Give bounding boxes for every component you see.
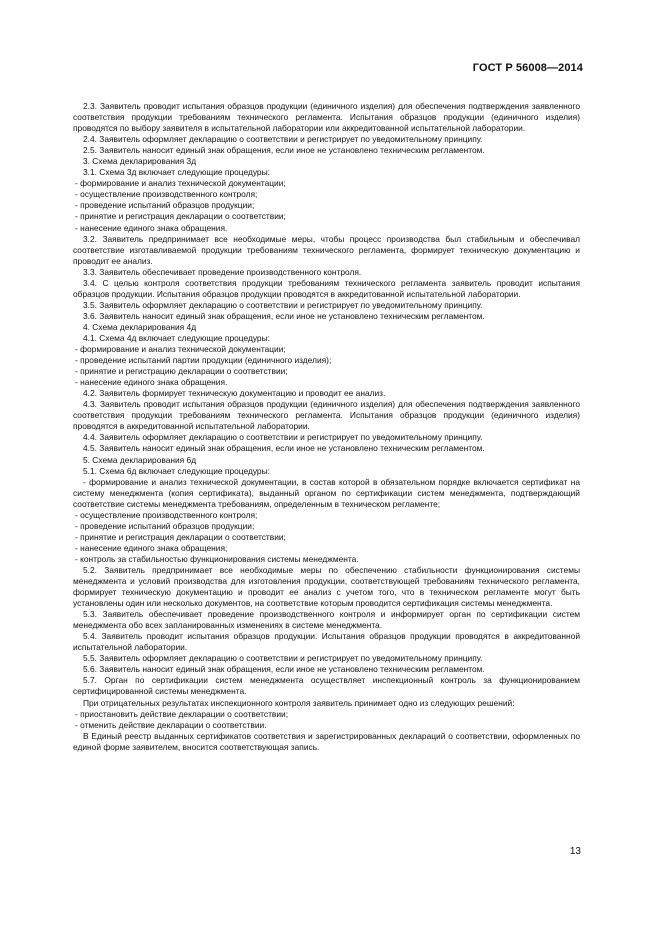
list-item: - принятие и регистрацию декларации о соответствии; — [75, 366, 288, 377]
paragraph: 3.2. Заявитель предпринимает все необходимые меры, чтобы процесс производства был стабильным и обеспечивал соответствие изготавливаемой продукции требованиям технического регламента, формирует техническую документацию и проводит ее анализ. — [73, 233, 580, 266]
list-item: - принятие и регистрация декларации о соответствии; — [75, 531, 286, 542]
paragraph: 3.6. Заявитель наносит единый знак обращения, если иное не установлено техническим регламентом. — [83, 310, 485, 321]
paragraph: 5.3. Заявитель обеспечивает проведение производственного контроля и информирует орган по сертификации систем менеджмента обо всех запланированных изменениях в системе менеджмента. — [73, 609, 580, 631]
paragraph: - формирование и анализ технической документации, в состав которой в обязательном порядке включается сертификат на систему менеджмента (копия сертификата), выданный органом по сертификации систем менеджмента, подтверждающий соответствие системы менеджмента требованиям, определенным в техническом регламенте; — [73, 476, 580, 509]
paragraph: В Единый реестр выданных сертификатов соответствия и зарегистрированных деклараций о соответствии, оформленных по единой форме заявителем, вносится соответствующая запись. — [73, 730, 580, 752]
list-item: - проведение испытаний образцов продукции; — [75, 200, 255, 211]
paragraph: 4.3. Заявитель проводит испытания образцов продукции (единичного изделия) для обеспечения подтверждения заявленного соответствия продукции требованиям технического регламента. Испытания образцов продукции (единичного изделия) проводятся в аккредитованной испытательной лаборатории. — [73, 399, 580, 432]
paragraph: 3.3. Заявитель обеспечивает проведение производственного контроля. — [83, 266, 362, 277]
paragraph: 5.7. Орган по сертификации систем менеджмента осуществляет инспекционный контроль за функционированием сертифицированной системы менеджмента. — [73, 675, 580, 697]
paragraph: 3.4. С целью контроля соответствия продукции требованиям технического регламента заявитель проводит испытания образцов продукции. Испытания образцов продукции проводятся в аккредитованной испытательной лаборатории. — [73, 277, 580, 299]
paragraph: 5.5. Заявитель оформляет декларацию о соответствии и регистрирует по уведомительному принципу. — [83, 653, 483, 664]
list-item: - нанесение единого знака обращения; — [75, 542, 228, 553]
document-header: ГОСТ Р 56008—2014 — [472, 62, 583, 74]
paragraph: 4. Схема декларирования 4д — [83, 321, 197, 332]
paragraph: 5. Схема декларирования 6д — [83, 454, 197, 465]
paragraph: 2.3. Заявитель проводит испытания образцов продукции (единичного изделия) для обеспечения подтверждения заявленного соответствия продукции требованиям технического регламента. Испытания образцов продукции (единичного изделия) проводятся по выбору заявителя в испытательной лаборатории или аккредитованной испытательной лаборатории. — [73, 101, 580, 134]
paragraph: 4.4. Заявитель оформляет декларацию о соответствии и регистрирует по уведомительному принципу. — [83, 432, 483, 443]
list-item: - проведение испытаний партии продукции (единичного изделия); — [75, 355, 332, 366]
document-body — [73, 101, 580, 753]
paragraph: 5.6. Заявитель наносит единый знак обращения, если иное не установлено техническим регламентом. — [83, 664, 485, 675]
paragraph: 3.5. Заявитель оформляет декларацию о соответствии и регистрирует по уведомительному принципу. — [83, 299, 483, 310]
paragraph: 3. Схема декларирования 3д — [83, 156, 197, 167]
paragraph: 5.2. Заявитель предпринимает все необходимые меры по обеспечению стабильности функционирования системы менеджмента и условий производства для изготовления продукции, соответствующей требованиям технического регламента, формирует техническую документацию и проводит ее анализ с учетом того, что в техническом регламенте могут быть установлены один или несколько документов, на соответствие которым проводится сертификация системы менеджмента. — [73, 564, 580, 609]
page-number: 13 — [569, 846, 581, 857]
list-item: - контроль за стабильностью функционирования системы менеджмента. — [75, 553, 359, 564]
list-item: - нанесение единого знака обращения. — [75, 377, 228, 388]
list-item: - проведение испытаний образцов продукции; — [75, 520, 255, 531]
list-item: - осуществление производственного контроля; — [75, 189, 258, 200]
list-item: - нанесение единого знака обращения. — [75, 222, 228, 233]
paragraph: 4.2. Заявитель формирует техническую документацию и проводит ее анализ. — [83, 388, 386, 399]
paragraph: 4.5. Заявитель наносит единый знак обращения, если иное не установлено техническим регламентом. — [83, 443, 485, 454]
list-item: - принятие и регистрация декларации о соответствии; — [75, 211, 286, 222]
paragraph: 2.4. Заявитель оформляет декларацию о соответствии и регистрирует по уведомительному принципу. — [83, 134, 483, 145]
paragraph: 4.1. Схема 4д включает следующие процедуры: — [83, 332, 270, 343]
paragraph: При отрицательных результатах инспекционного контроля заявитель принимает одно из следующих решений: — [83, 697, 515, 708]
paragraph: 2.5. Заявитель наносит единый знак обращения, если иное не установлено техническим регламентом. — [83, 145, 485, 156]
paragraph: 3.1. Схема 3д включает следующие процедуры: — [83, 167, 270, 178]
paragraph: 5.1. Схема 6д включает следующие процедуры: — [83, 465, 270, 476]
paragraph: 5.4. Заявитель проводит испытания образцов продукции. Испытания образцов продукции проводятся в аккредитованной испытательной лаборатории. — [73, 631, 580, 653]
list-item: - формирование и анализ технической документации; — [75, 178, 286, 189]
list-item: - отменить действие декларации о соответствии. — [75, 719, 267, 730]
list-item: - приостановить действие декларации о соответствии; — [75, 708, 289, 719]
list-item: - формирование и анализ технической документации; — [75, 344, 286, 355]
list-item: - осуществление производственного контроля; — [75, 509, 258, 520]
